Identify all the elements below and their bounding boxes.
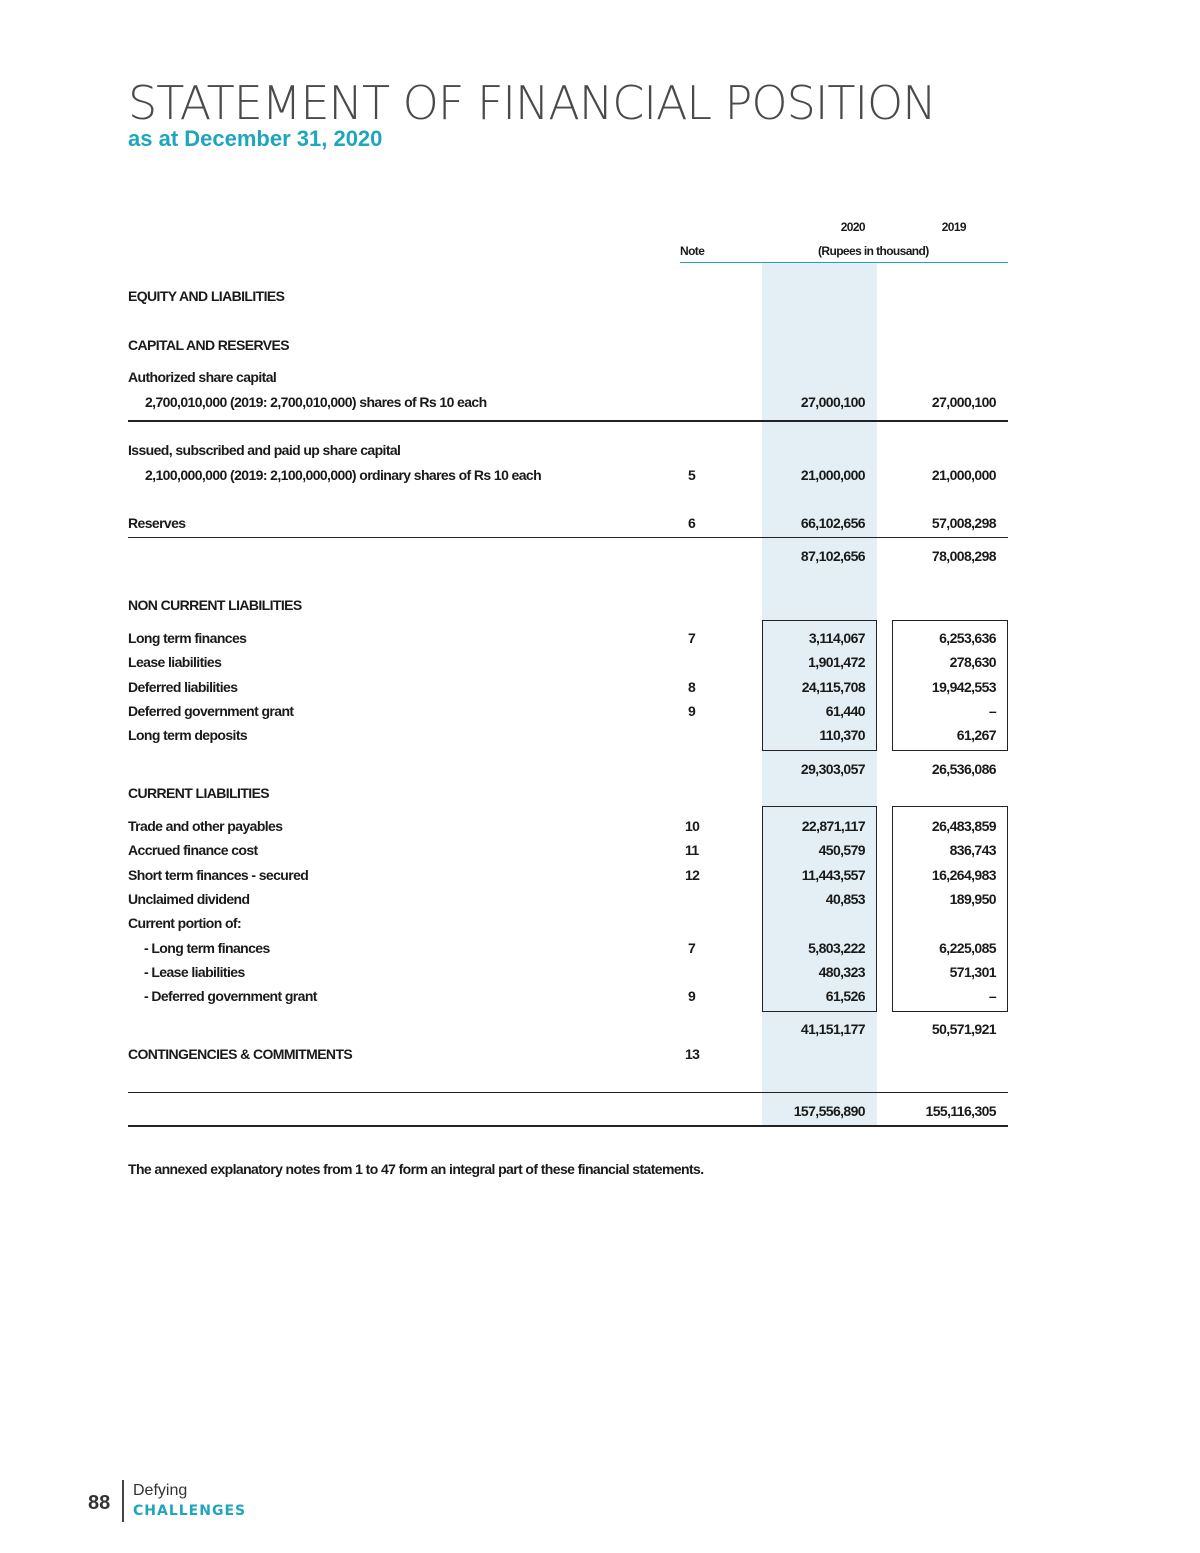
- row-label: Trade and other payables: [128, 818, 283, 834]
- value-2019: 19,942,553: [931, 679, 996, 695]
- page-subtitle: as at December 31, 2020: [128, 126, 383, 151]
- cl-total-2019: 50,571,921: [931, 1021, 996, 1037]
- row-label: 2,700,010,000 (2019: 2,700,010,000) shares of Rs 10 each: [145, 394, 487, 410]
- value-2020: 1,901,472: [808, 654, 865, 670]
- section-contingencies: CONTINGENCIES & COMMITMENTS: [128, 1046, 353, 1062]
- value-2019: 278,630: [949, 654, 996, 670]
- row-label: - Lease liabilities: [144, 964, 245, 980]
- row-label: Long term deposits: [128, 727, 248, 743]
- value-2019: 26,483,859: [931, 818, 996, 834]
- note-ref: 10: [685, 818, 700, 834]
- note-ref: 6: [688, 515, 696, 531]
- header-note: Note: [680, 244, 705, 258]
- footer-divider: [122, 1480, 124, 1522]
- row-label: Authorized share capital: [128, 369, 277, 385]
- note-ref: 5: [688, 467, 696, 483]
- header-year-2020: 2020: [840, 220, 865, 234]
- value-2020: 21,000,000: [800, 467, 865, 483]
- header-unit: (Rupees in thousand): [818, 244, 929, 258]
- note-ref: 7: [688, 940, 696, 956]
- value-2019: 189,950: [949, 891, 996, 907]
- cl-total-2020: 41,151,177: [800, 1021, 865, 1037]
- page-number: 88: [88, 1492, 111, 1514]
- cl-2020-box: [762, 806, 877, 1012]
- section-current-liabilities: CURRENT LIABILITIES: [128, 785, 270, 801]
- note-ref: 11: [685, 842, 699, 858]
- value-2019: 6,253,636: [939, 630, 996, 646]
- row-label: Deferred government grant: [128, 703, 294, 719]
- grand-total-2019: 155,116,305: [925, 1103, 996, 1119]
- value-2019: –: [988, 988, 996, 1004]
- brand-line-2: CHALLENGES: [133, 1503, 247, 1519]
- value-2020: 5,803,222: [808, 940, 865, 956]
- footnote: The annexed explanatory notes from 1 to 47 form an integral part of these financial statements.: [128, 1161, 704, 1177]
- double-divider: [128, 1125, 1008, 1127]
- section-equity-liabilities: EQUITY AND LIABILITIES: [128, 288, 285, 304]
- value-2019: 27,000,100: [931, 394, 996, 410]
- value-2019: 21,000,000: [931, 467, 996, 483]
- value-2019: –: [988, 703, 996, 719]
- value-2020: 61,440: [825, 703, 865, 719]
- value-2019: 61,267: [956, 727, 996, 743]
- value-2020: 40,853: [825, 891, 865, 907]
- note-ref: 13: [685, 1046, 700, 1062]
- value-2019: 57,008,298: [931, 515, 996, 531]
- section-non-current-liabilities: NON CURRENT LIABILITIES: [128, 597, 302, 613]
- value-2019: 6,225,085: [939, 940, 996, 956]
- value-2020: 3,114,067: [808, 630, 865, 646]
- equity-total-2020: 87,102,656: [800, 548, 865, 564]
- value-2019: 836,743: [949, 842, 996, 858]
- row-label: - Long term finances: [144, 940, 270, 956]
- divider: [128, 1092, 1008, 1093]
- brand-line-1: Defying: [133, 1482, 188, 1499]
- note-ref: 7: [688, 630, 696, 646]
- row-label: Current portion of:: [128, 915, 242, 931]
- header-rule: [680, 262, 1008, 263]
- value-2020: 450,579: [818, 842, 865, 858]
- value-2019: 16,264,983: [931, 867, 996, 883]
- row-label: Lease liabilities: [128, 654, 222, 670]
- grand-total-2020: 157,556,890: [793, 1103, 865, 1119]
- ncl-total-2020: 29,303,057: [800, 761, 865, 777]
- ncl-total-2019: 26,536,086: [931, 761, 996, 777]
- value-2020: 480,323: [818, 964, 865, 980]
- note-ref: 9: [688, 988, 696, 1004]
- row-label: 2,100,000,000 (2019: 2,100,000,000) ordinary shares of Rs 10 each: [145, 467, 542, 483]
- equity-total-2019: 78,008,298: [931, 548, 996, 564]
- divider: [128, 420, 1008, 422]
- value-2020: 66,102,656: [800, 515, 865, 531]
- section-capital-reserves: CAPITAL AND RESERVES: [128, 337, 289, 353]
- note-ref: 12: [685, 867, 700, 883]
- value-2020: 22,871,117: [801, 818, 865, 834]
- divider: [128, 537, 1008, 538]
- header-year-2019: 2019: [941, 220, 966, 234]
- row-label: Short term finances - secured: [128, 867, 309, 883]
- value-2020: 24,115,708: [801, 679, 865, 695]
- value-2019: 571,301: [949, 964, 996, 980]
- value-2020: 11,443,557: [801, 867, 865, 883]
- row-label: Long term finances: [128, 630, 247, 646]
- row-label: Unclaimed dividend: [128, 891, 250, 907]
- value-2020: 110,370: [819, 727, 865, 743]
- row-label: Reserves: [128, 515, 186, 531]
- row-label: - Deferred government grant: [144, 988, 317, 1004]
- note-ref: 9: [688, 703, 696, 719]
- row-label: Deferred liabilities: [128, 679, 238, 695]
- page-title: STATEMENT OF FINANCIAL POSITION: [128, 76, 936, 130]
- value-2020: 61,526: [825, 988, 865, 1004]
- row-label: Issued, subscribed and paid up share capital: [128, 442, 401, 458]
- row-label: Accrued finance cost: [128, 842, 258, 858]
- cl-2019-box: [892, 806, 1008, 1012]
- note-ref: 8: [688, 679, 696, 695]
- value-2020: 27,000,100: [800, 394, 865, 410]
